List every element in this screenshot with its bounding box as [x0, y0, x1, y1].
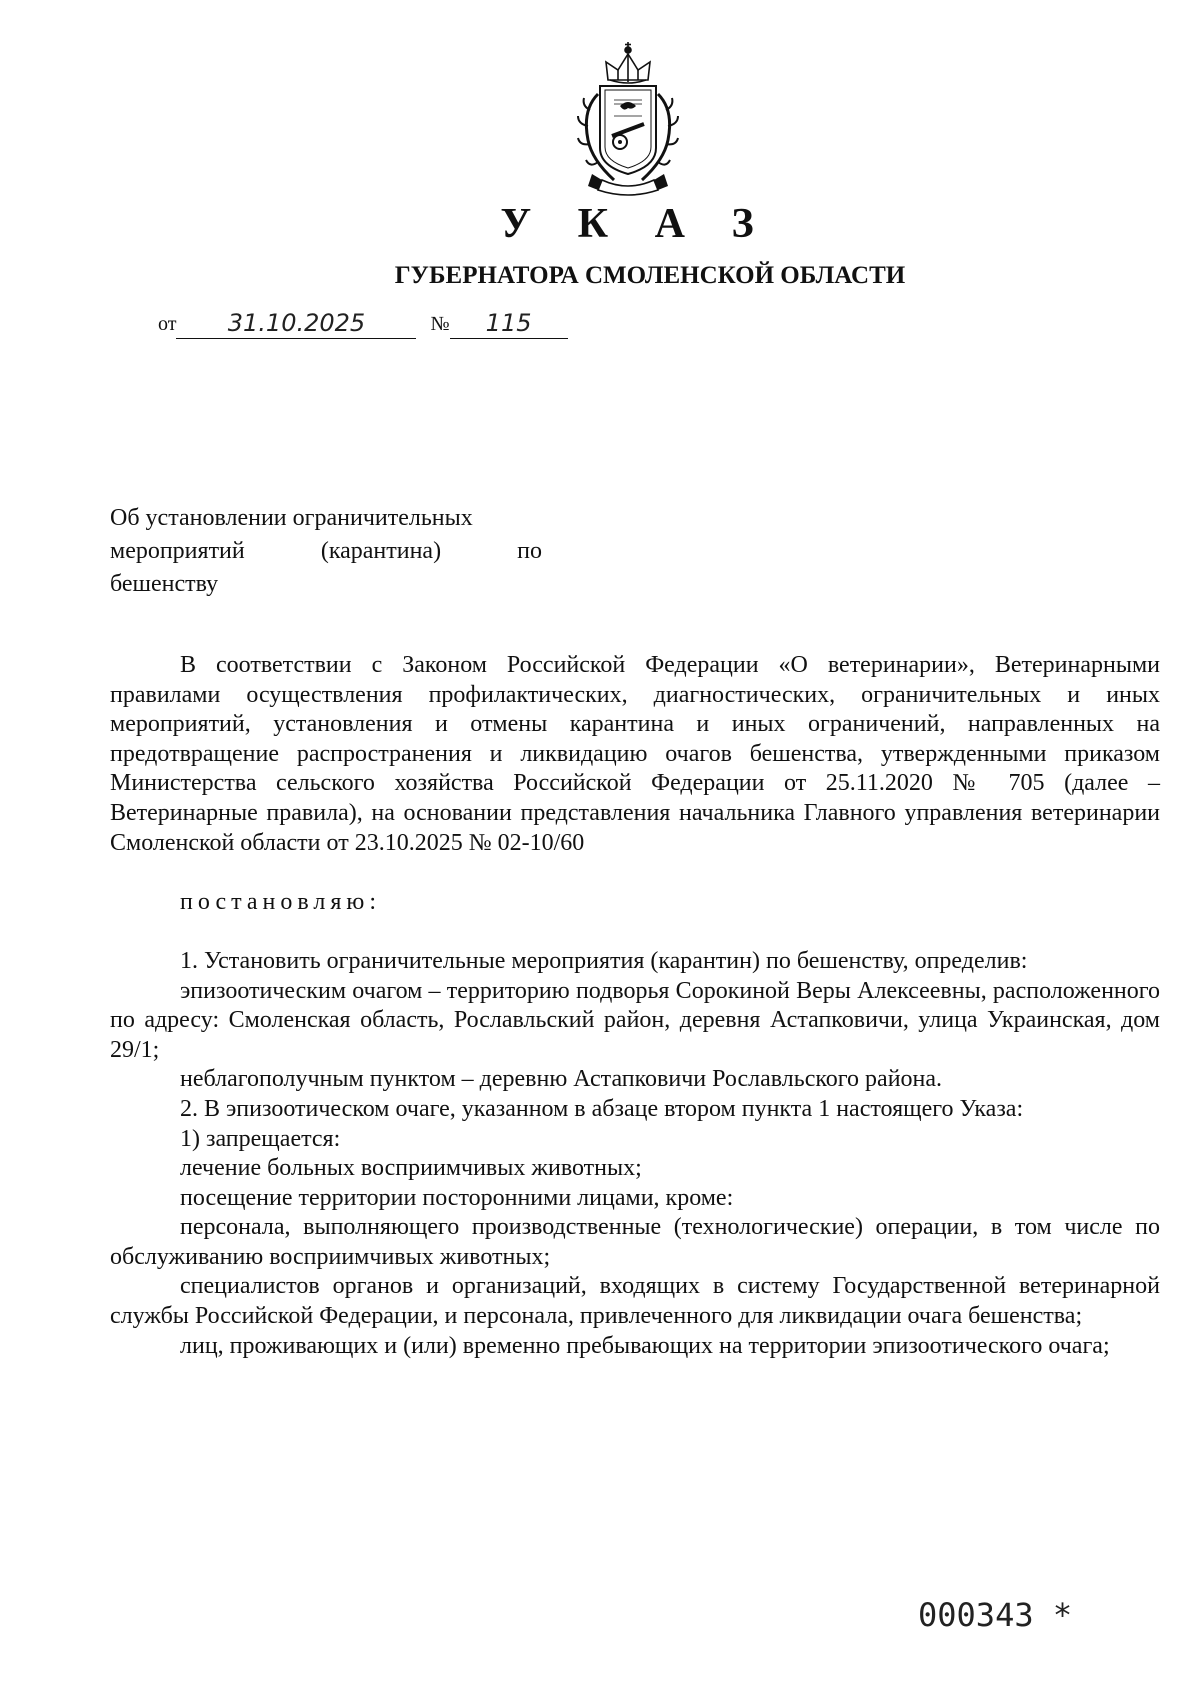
- subject-line: бешенству: [110, 571, 219, 597]
- form-serial-number: 000343 *: [918, 1596, 1073, 1634]
- preamble-paragraph: В соответствии с Законом Российской Федерации «О ветеринарии», Ветеринарными правилами осуществления профилактических, диагностических, ограничительных и иных мероприятий, установления и отмены карантина и иных ограничений, направленных на предотвращение распространения и ликвидацию очагов бешенства, утвержденными приказом Министерства сельского хозяйства Российской Федерации от 25.11.2020 № 705 (далее – Ветеринарные правила), на основании представления начальника Главного управления ветеринарии Смоленской области от 23.10.2025 № 02-10/60: [110, 652, 1160, 856]
- paragraph-personnel: персонала, выполняющего производственные (технологические) операции, в том числе по обслуживанию восприимчивых животных;: [110, 1214, 1160, 1270]
- paragraph-treatment: лечение больных восприимчивых животных;: [180, 1155, 642, 1182]
- subject-line: Об установлении ограничительных: [110, 505, 473, 531]
- paragraph-epizootic-focus: эпизоотическим очагом – территорию подворья Сорокиной Веры Алексеевны, расположенного по адресу: Смоленская область, Рославльский район, деревня Астапковичи, улица Украинская, дом 29/1;: [110, 977, 1160, 1063]
- paragraph-item-1: 1. Установить ограничительные мероприятия (карантин) по бешенству, определив:: [180, 947, 1028, 974]
- subject-line: мероприятий (карантина) по: [110, 538, 542, 564]
- document-issuer: ГУБЕРНАТОРА СМОЛЕНСКОЙ ОБЛАСТИ: [394, 262, 906, 289]
- paragraph-visits: посещение территории посторонними лицами, кроме:: [180, 1184, 734, 1211]
- handwritten-date: 31.10.2025: [176, 308, 416, 339]
- registration-line: [158, 308, 568, 339]
- document-body: [110, 651, 1160, 1361]
- document-title: У К А З: [500, 201, 772, 247]
- paragraph-specialists: специалистов органов и организаций, входящих в систему Государственной ветеринарной службы Российской Федерации, и персонала, привлеченного для ликвидации очага бешенства;: [110, 1273, 1160, 1330]
- handwritten-number: 115: [450, 308, 568, 339]
- paragraph-unfavorable-point: неблагополучным пунктом – деревню Астапковичи Рославльского района.: [180, 1066, 943, 1093]
- date-prefix: от: [158, 313, 177, 335]
- paragraph-prohibited: 1) запрещается:: [180, 1125, 341, 1152]
- document-subject: [110, 502, 542, 601]
- coat-of-arms-icon: [562, 40, 694, 200]
- number-prefix: №: [430, 313, 450, 335]
- paragraph-item-2: 2. В эпизоотическом очаге, указанном в абзаце втором пункта 1 настоящего Указа:: [180, 1095, 1024, 1122]
- decree-word: постановляю:: [180, 888, 381, 915]
- paragraph-residents: лиц, проживающих и (или) временно пребывающих на территории эпизоотического очага;: [180, 1332, 1110, 1359]
